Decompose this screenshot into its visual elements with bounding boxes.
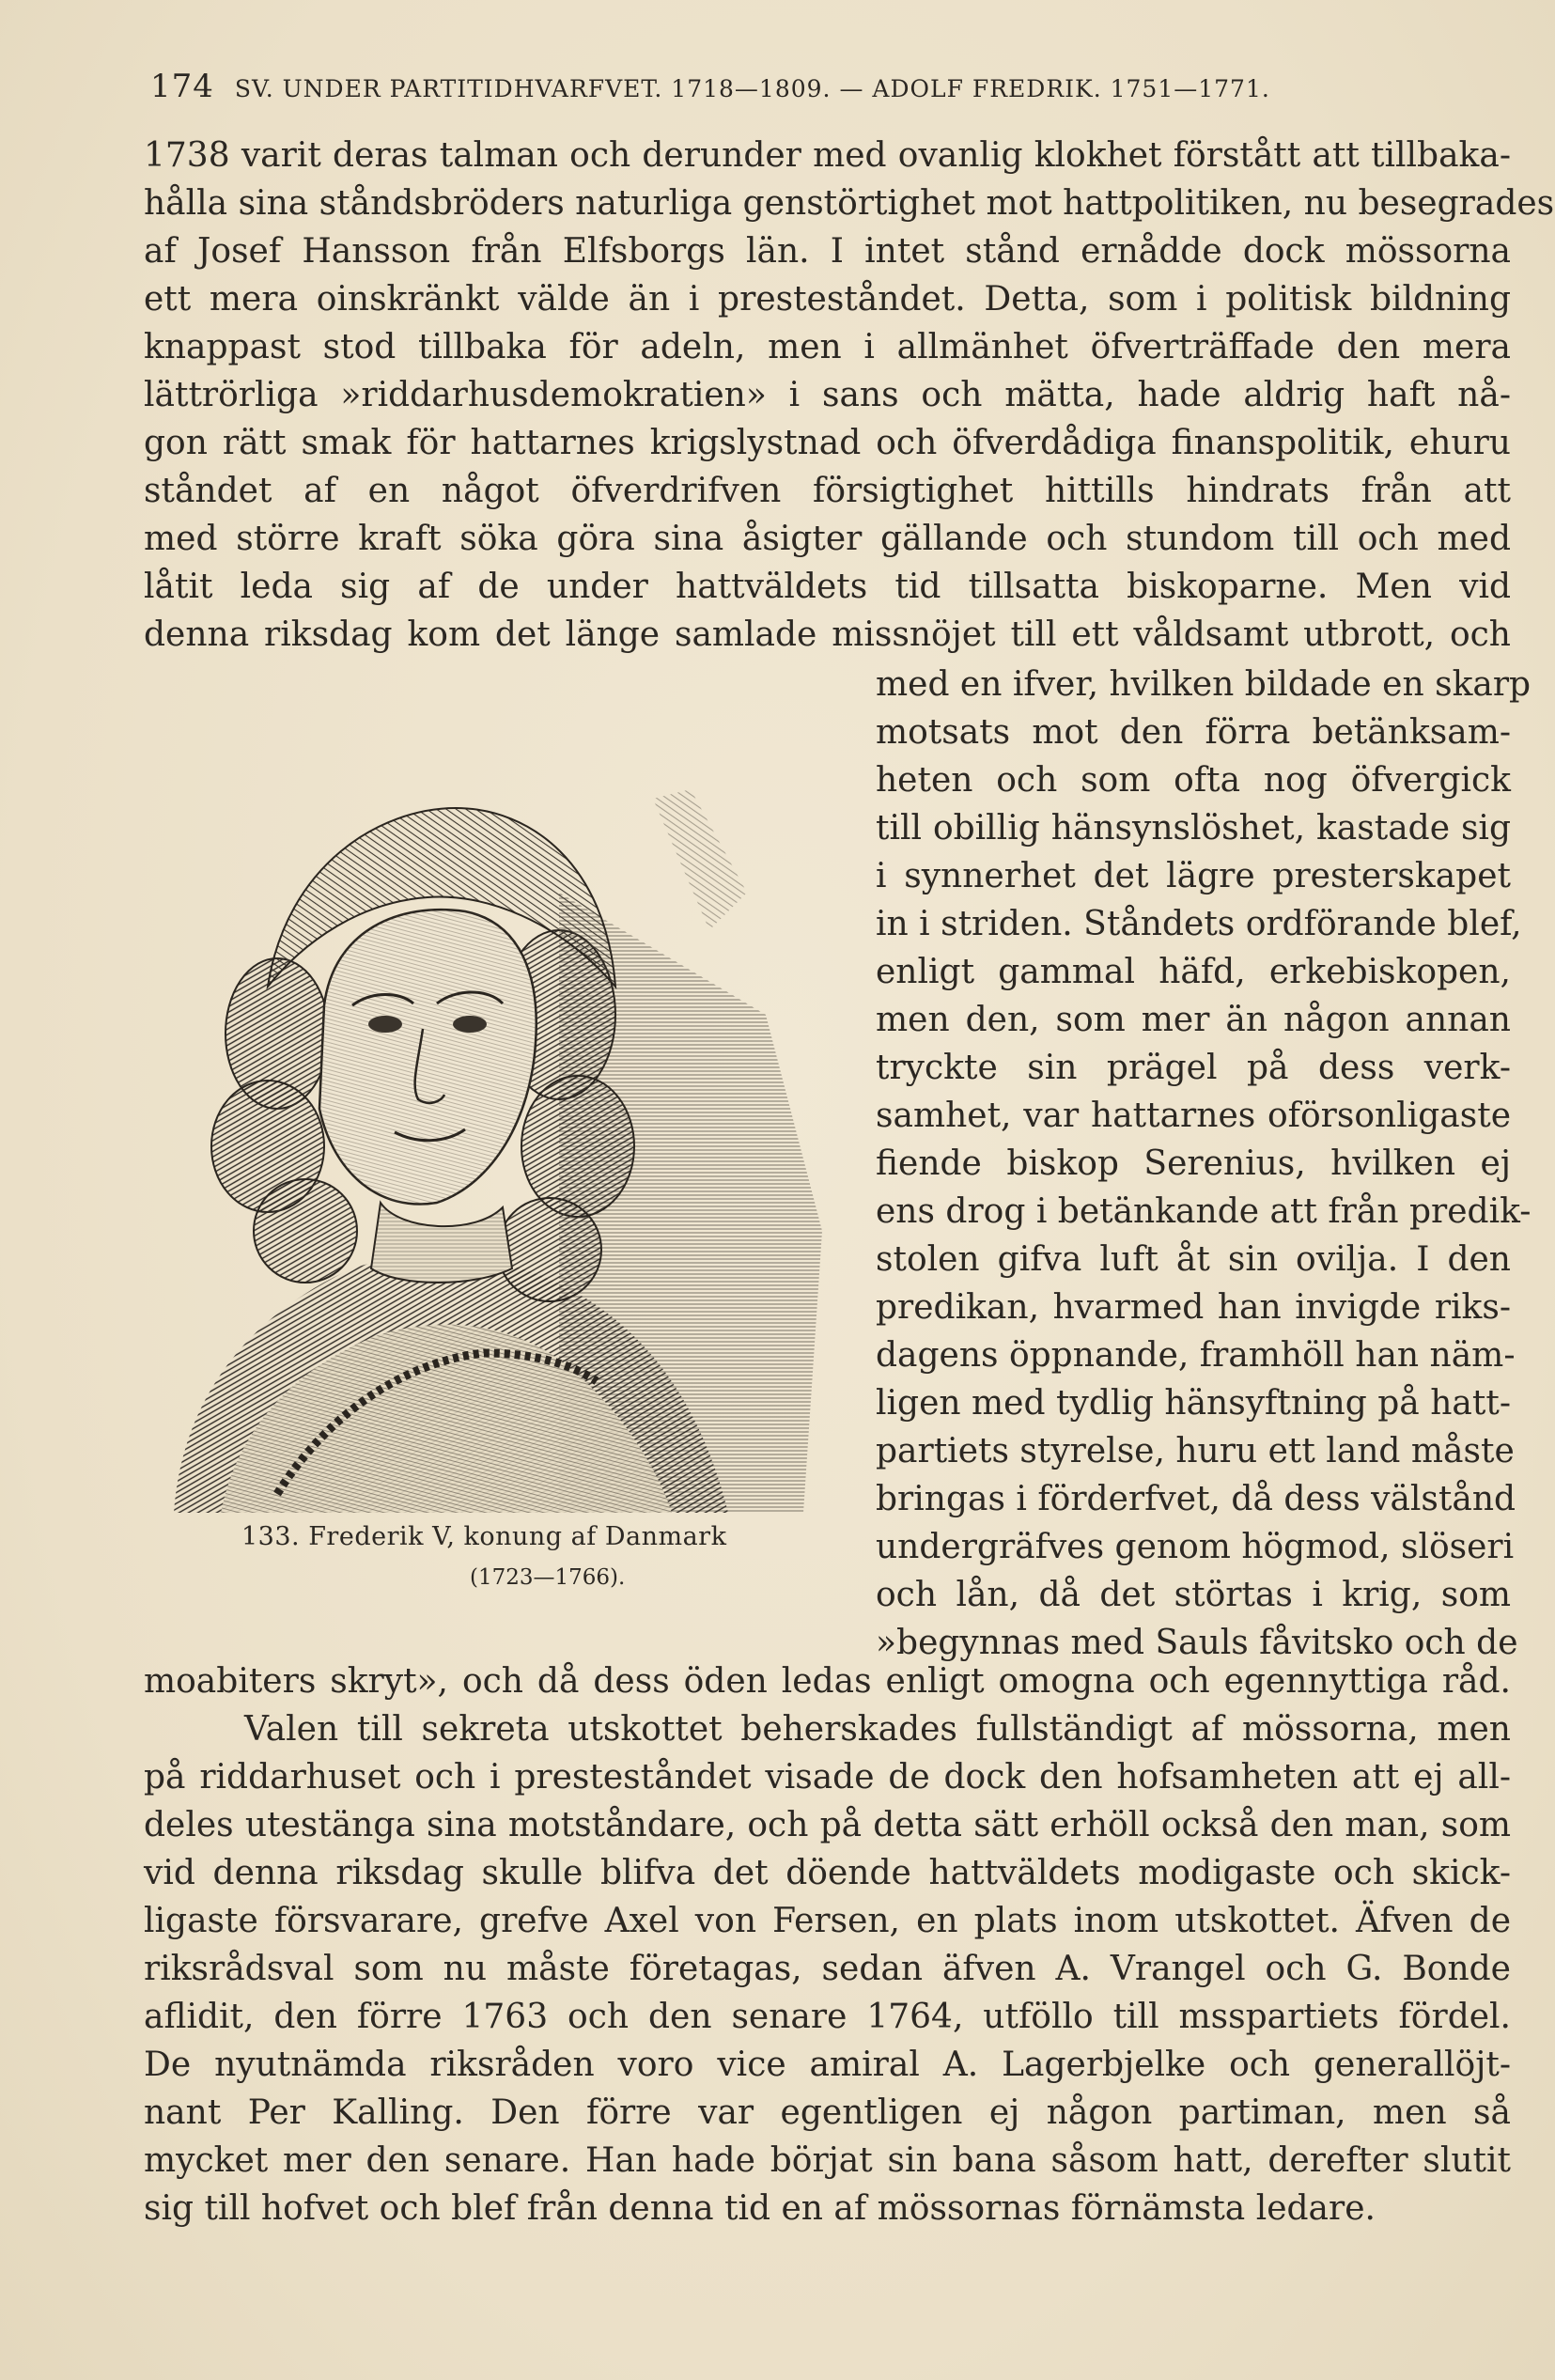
figure-caption: 133. Frederik V, konung af Danmark <box>241 1522 727 1551</box>
column-line: predikan, hvarmed han invigde riks- <box>876 1288 1511 1327</box>
body-line: låtit leda sig af de under hattväldets tid tillsatta biskoparne. Men vid <box>144 568 1511 606</box>
column-line: samhet, var hattarnes oförsonligaste <box>876 1097 1511 1135</box>
running-title: SV. UNDER PARTITIDHVARFVET. 1718—1809. — ADOLF FREDRIK. 1751—1771. <box>234 75 1270 102</box>
body-line: 1738 varit deras talman och derunder med ovanlig klokhet förstått att tillbaka- <box>144 136 1511 175</box>
column-line: tryckte sin prägel på dess verk- <box>876 1049 1511 1087</box>
column-line: och lån, då det störtas i krig, som <box>876 1576 1511 1614</box>
body-line: aflidit, den förre 1763 och den senare 1764, utföllo till msspartiets fördel. <box>144 1998 1511 2036</box>
column-line: med en ifver, hvilken bildade en skarp <box>876 665 1532 704</box>
body-line: lättrörliga »riddarhusdemokratien» i sans och mätta, hade aldrig haft nå- <box>144 376 1511 414</box>
body-line: ett mera oinskränkt välde än i presteståndet. Detta, som i politisk bildning <box>144 280 1511 319</box>
body-line: på riddarhuset och i presteståndet visade de dock den hofsamheten att ej all- <box>144 1758 1511 1797</box>
page-number: 174 <box>150 68 214 105</box>
body-line: nant Per Kalling. Den förre var egentligen ej någon partiman, men så <box>144 2093 1511 2132</box>
body-line: De nyutnämda riksråden voro vice amiral A. Lagerbjelke och generallöjt- <box>144 2046 1511 2084</box>
column-line: ens drog i betänkande att från predik- <box>876 1192 1532 1231</box>
column-line: partiets styrelse, huru ett land måste <box>876 1432 1515 1470</box>
portrait-illustration <box>164 705 827 1522</box>
column-line: fiende biskop Serenius, hvilken ej <box>876 1144 1511 1183</box>
column-line: stolen gifva luft åt sin ovilja. I den <box>876 1240 1511 1279</box>
body-line: vid denna riksdag skulle blifva det döende hattväldets modigaste och skick- <box>144 1854 1511 1892</box>
column-line: dagens öppnande, framhöll han näm- <box>876 1336 1516 1375</box>
column-line: undergräfves genom högmod, slöseri <box>876 1528 1515 1566</box>
body-line: Valen till sekreta utskottet beherskades fullständigt af mössorna, men <box>244 1710 1511 1749</box>
body-line: hålla sina ståndsbröders naturliga genstörtighet mot hattpolitiken, nu besegrades <box>144 184 1555 223</box>
column-line: men den, som mer än någon annan <box>876 1001 1511 1039</box>
column-line: motsats mot den förra betänksam- <box>876 713 1511 752</box>
body-line: af Josef Hansson från Elfsborgs län. I intet stånd ernådde dock mössorna <box>144 232 1511 271</box>
body-line: gon rätt smak för hattarnes krigslystnad och öfverdådiga finanspolitik, ehuru <box>144 424 1511 462</box>
column-line: enligt gammal häfd, erkebiskopen, <box>876 953 1511 991</box>
column-line: ligen med tydlig hänsyftning på hatt- <box>876 1384 1511 1423</box>
column-line: heten och som ofta nog öfvergick <box>876 761 1511 800</box>
body-line: sig till hofvet och blef från denna tid en af mössornas förnämsta ledare. <box>144 2189 1376 2228</box>
body-line: med större kraft söka göra sina åsigter gällande och stundom till och med <box>144 520 1511 558</box>
body-line: riksrådsval som nu måste företagas, sedan äfven A. Vrangel och G. Bonde <box>144 1950 1511 1988</box>
body-line: denna riksdag kom det länge samlade missnöjet till ett våldsamt utbrott, och <box>144 615 1511 654</box>
figure-caption-dates: (1723—1766). <box>470 1565 626 1590</box>
column-line: till obillig hänsynslöshet, kastade sig <box>876 809 1511 848</box>
body-line: ligaste försvarare, grefve Axel von Fersen, en plats inom utskottet. Äfven de <box>144 1902 1511 1940</box>
column-line: »begynnas med Sauls fåvitsko och de <box>876 1624 1518 1662</box>
body-line: ståndet af en något öfverdrifven försigtighet hittills hindrats från att <box>144 472 1511 510</box>
body-line: moabiters skryt», och då dess öden ledas enligt omogna och egennyttiga råd. <box>144 1662 1511 1701</box>
body-line: deles utestänga sina motståndare, och på detta sätt erhöll också den man, som <box>144 1806 1511 1844</box>
column-line: i synnerhet det lägre presterskapet <box>876 857 1511 895</box>
column-line: in i striden. Ståndets ordförande blef, <box>876 905 1522 943</box>
column-line: bringas i förderfvet, då dess välstånd <box>876 1480 1516 1518</box>
portrait-engraving <box>164 705 827 1522</box>
running-header <box>150 68 1522 111</box>
body-line: mycket mer den senare. Han hade börjat sin bana såsom hatt, derefter slutit <box>144 2141 1511 2180</box>
body-line: knappast stod tillbaka för adeln, men i allmänhet öfverträffade den mera <box>144 328 1511 366</box>
